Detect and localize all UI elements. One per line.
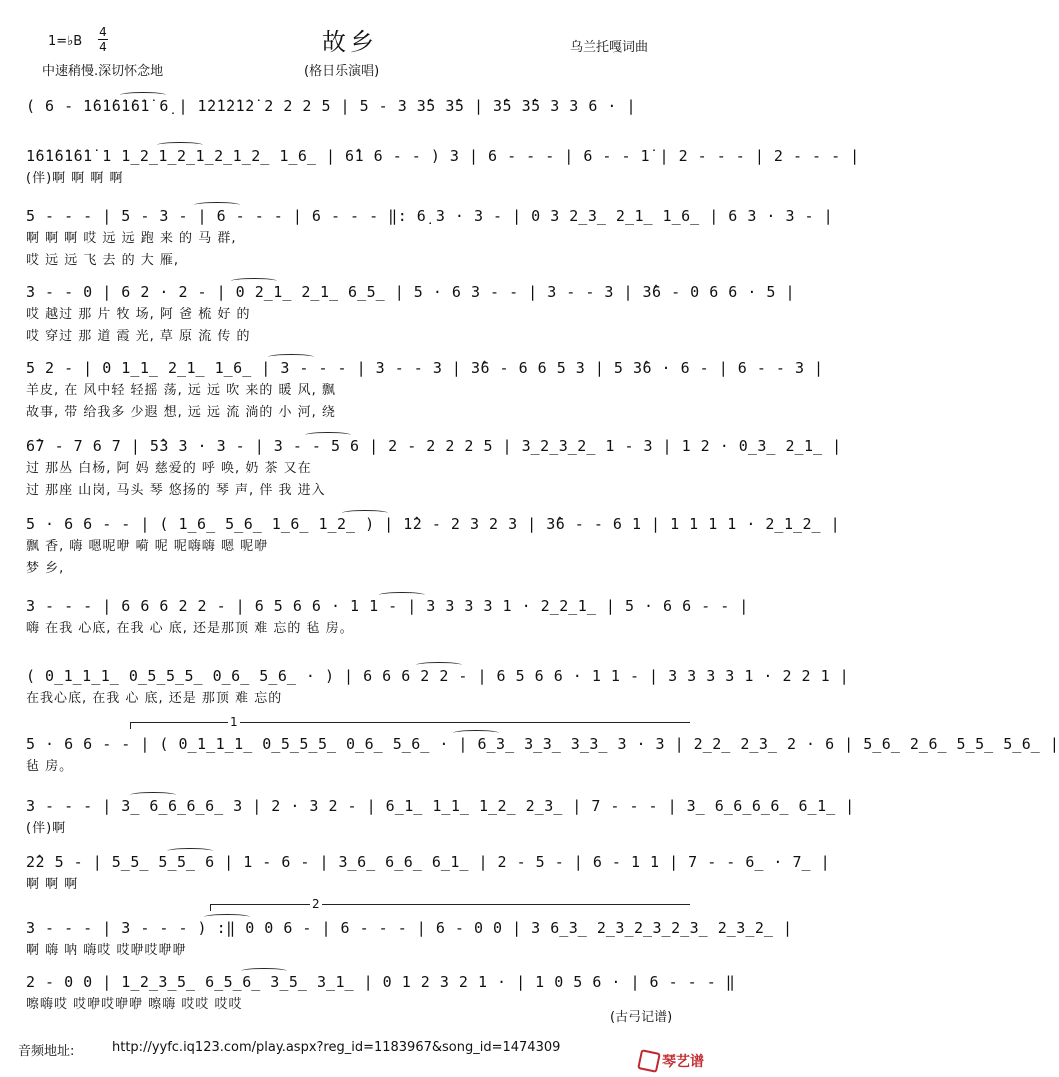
audio-url-link[interactable]: http://yyfc.iq123.com/play.aspx?reg_id=1183967&song_id=1474309 — [112, 1040, 561, 1055]
notes-line: ( 6 - 1̇6̇1̇6̇1̇6̇1̇ 6̣ | 1̇2̇1̇2̇1̇2̇ 2 2 2 5 | 5 - 3 3̂5 3̂5 | 3̂5 3̂5 3 3 6 · | — [26, 97, 636, 115]
lyric-line: 哎 远 远 飞 去 的 大 雁, — [26, 253, 180, 268]
lyric-line: 哎 穿过 那 道 霞 光, 草 原 流 传 的 — [26, 329, 251, 344]
lyric-line: 梦 乡, — [26, 561, 65, 576]
lyric-line: 嚓嗨哎 哎咿哎咿咿 嚓嗨 哎哎 哎哎 — [26, 997, 243, 1012]
slur-mark — [120, 92, 166, 98]
slur-mark — [416, 662, 462, 668]
slur-mark — [231, 278, 277, 284]
notes-line: 2̂2 5 - | 5̲5̲ 5̲5̲ 6 | 1 - 6 - | 3̲6̲ 6̲6̲ 6̲1̲ | 2 - 5 - | 6 - 1 1 | 7 - - 6̲ · 7̲ | — [26, 853, 831, 871]
lyric-line: 毡 房。 — [26, 759, 74, 774]
time-bottom: 4 — [99, 40, 107, 54]
lyric-line: 故事, 带 给我多 少遐 想, 远 远 流 淌的 小 河, 绕 — [26, 405, 336, 420]
slur-mark — [157, 142, 203, 148]
logo-mark-icon — [637, 1049, 661, 1073]
slur-mark — [167, 848, 213, 854]
slur-mark — [342, 510, 388, 516]
singer-credit: (格日乐演唱) — [304, 64, 380, 79]
slur-mark — [241, 968, 287, 974]
volta-bracket-1 — [130, 715, 690, 729]
lyric-line: 过 那座 山岗, 马头 琴 悠扬的 琴 声, 伴 我 进入 — [26, 483, 326, 498]
volta-bracket-2 — [210, 897, 690, 911]
author-credit: 乌兰托嘎词曲 — [570, 40, 649, 55]
notes-line: 6̂7 - 7 6 7 | 5̂3 3 · 3 - | 3 - - 5 6 | 2 - 2 2 2 5 | 3̲2̲3̲2̲ 1 - 3 | 1 2 · 0̲3̲ 2̲1̲ | — [26, 437, 842, 455]
lyric-line: 在我心底, 在我 心 底, 还是 那顶 难 忘的 — [26, 691, 283, 706]
logo-text: 琴艺谱 — [662, 1054, 704, 1070]
footer-label: 音频地址: — [18, 1044, 75, 1059]
slur-mark — [379, 592, 425, 598]
lyric-line: (伴)啊 啊 啊 啊 — [26, 171, 124, 186]
lyric-line: 啊 嗨 呐 嗨哎 哎咿哎咿咿 — [26, 943, 187, 958]
transcriber-credit: (古弓记谱) — [610, 1010, 673, 1025]
lyric-line: 羊皮, 在 风中轻 轻摇 荡, 远 远 吹 来的 暖 风, 飘 — [26, 383, 336, 398]
lyric-line: 啊 啊 啊 哎 远 远 跑 来 的 马 群, — [26, 231, 237, 246]
volta-number-2: 2 — [312, 897, 320, 911]
tempo-marking: 中速稍慢.深切怀念地 — [42, 64, 164, 79]
lyric-line: 啊 啊 啊 — [26, 877, 79, 892]
key-signature: 1=♭B — [48, 34, 83, 49]
notes-line: 3 - - - | 6 6 6 2 2 - | 6 5 6 6 · 1 1 - | 3 3 3 3 1 · 2̲2̲1̲ | 5 · 6 6 - - | — [26, 597, 749, 615]
notes-line: 5 - - - | 5 - 3 - | 6 - - - | 6 - - - ‖: 6̣ 3 · 3 - | 0 3 2̲3̲ 2̲1̲ 1̲6̲ | 6 3 · 3 - | — [26, 207, 834, 225]
site-logo[interactable] — [639, 1051, 704, 1071]
notes-line: 1̇6̇1̇6̇1̇6̇1̇ 1 1̲2̲1̲2̲1̲2̲1̲2̲ 1̲6̲ | 6̂1 6 - - ) 3 | 6 - - - | 6 - - 1̇ | 2 - - - | 2 - - - | — [26, 147, 860, 165]
slur-mark — [305, 432, 351, 438]
notes-line: ( 0̲1̲1̲1̲ 0̲5̲5̲5̲ 0̲6̲ 5̲6̲ · ) | 6 6 6 2 2 - | 6 5 6 6 · 1 1 - | 3 3 3 3 1 · 2 2 1 | — [26, 667, 850, 685]
lyric-line: 哎 越过 那 片 牧 场, 阿 爸 梳 好 的 — [26, 307, 251, 322]
notes-line: 3 - - 0 | 6 2 · 2 - | 0 2̲1̲ 2̲1̲ 6̲5̲ | 5 · 6 3 - - | 3 - - 3 | 3̂6 - 0 6 6 · 5 | — [26, 283, 795, 301]
notes-line: 2 - 0 0 | 1̲2̲3̲5̲ 6̲5̲6̲ 3̲5̲ 3̲1̲ | 0 1 2 3 2 1 · | 1 0 5 6 · | 6 - - - ‖ — [26, 973, 736, 991]
time-signature — [98, 26, 108, 53]
lyric-line: 嗨 在我 心底, 在我 心 底, 还是那顶 难 忘的 毡 房。 — [26, 621, 354, 636]
notes-line: 5 · 6 6 - - | ( 0̲1̲1̲1̲ 0̲5̲5̲5̲ 0̲6̲ 5̲6̲ · | 6̲3̲ 3̲3̲ 3̲3̲ 3 · 3 | 2̲2̲ 2̲3̲ 2 · 6 | 5̲6̲ 2̲6̲ 5̲5̲ 5̲6̲ | — [26, 735, 1059, 753]
slur-mark — [130, 792, 176, 798]
lyric-line: 过 那丛 白杨, 阿 妈 慈爱的 呼 唤, 奶 茶 又在 — [26, 461, 312, 476]
notes-line: 5 2 - | 0 1̲1̲ 2̲1̲ 1̲6̲ | 3 - - - | 3 - - 3 | 3̂6 - 6 6 5 3 | 5 3̂6 · 6 - | 6 - - 3 | — [26, 359, 824, 377]
lyric-line: (伴)啊 — [26, 821, 67, 836]
song-title: 故乡 — [322, 28, 378, 56]
slur-mark — [453, 730, 499, 736]
lyric-line: 飘 香, 嗨 嗯呢咿 嗬 呢 呢嗨嗨 嗯 呢咿 — [26, 539, 269, 554]
notes-line: 3 - - - | 3̲ 6̲6̲6̲6̲ 3 | 2 · 3 2 - | 6̲1̲ 1̲1̲ 1̲2̲ 2̲3̲ | 7 - - - | 3̲ 6̲6̲6̲6̲ 6̲1̲ | — [26, 797, 855, 815]
notes-line: 3 - - - | 3 - - - ) :‖ 0 0 6 - | 6 - - - | 6 - 0 0 | 3 6̲3̲ 2̲3̲2̲3̲2̲3̲ 2̲3̲2̲ | — [26, 919, 793, 937]
slur-mark — [194, 202, 240, 208]
notes-line: 5 · 6 6 - - | ( 1̲6̲ 5̲6̲ 1̲6̲ 1̲2̲ ) | 1̂2 - 2 3 2 3 | 3̂6 - - 6 1 | 1 1 1 1 · 2̲1̲2̲ | — [26, 515, 841, 533]
slur-mark — [204, 914, 250, 920]
audio-url[interactable] — [112, 1040, 560, 1055]
volta-number-1: 1 — [230, 715, 238, 729]
slur-mark — [268, 354, 314, 360]
time-top: 4 — [99, 25, 107, 39]
